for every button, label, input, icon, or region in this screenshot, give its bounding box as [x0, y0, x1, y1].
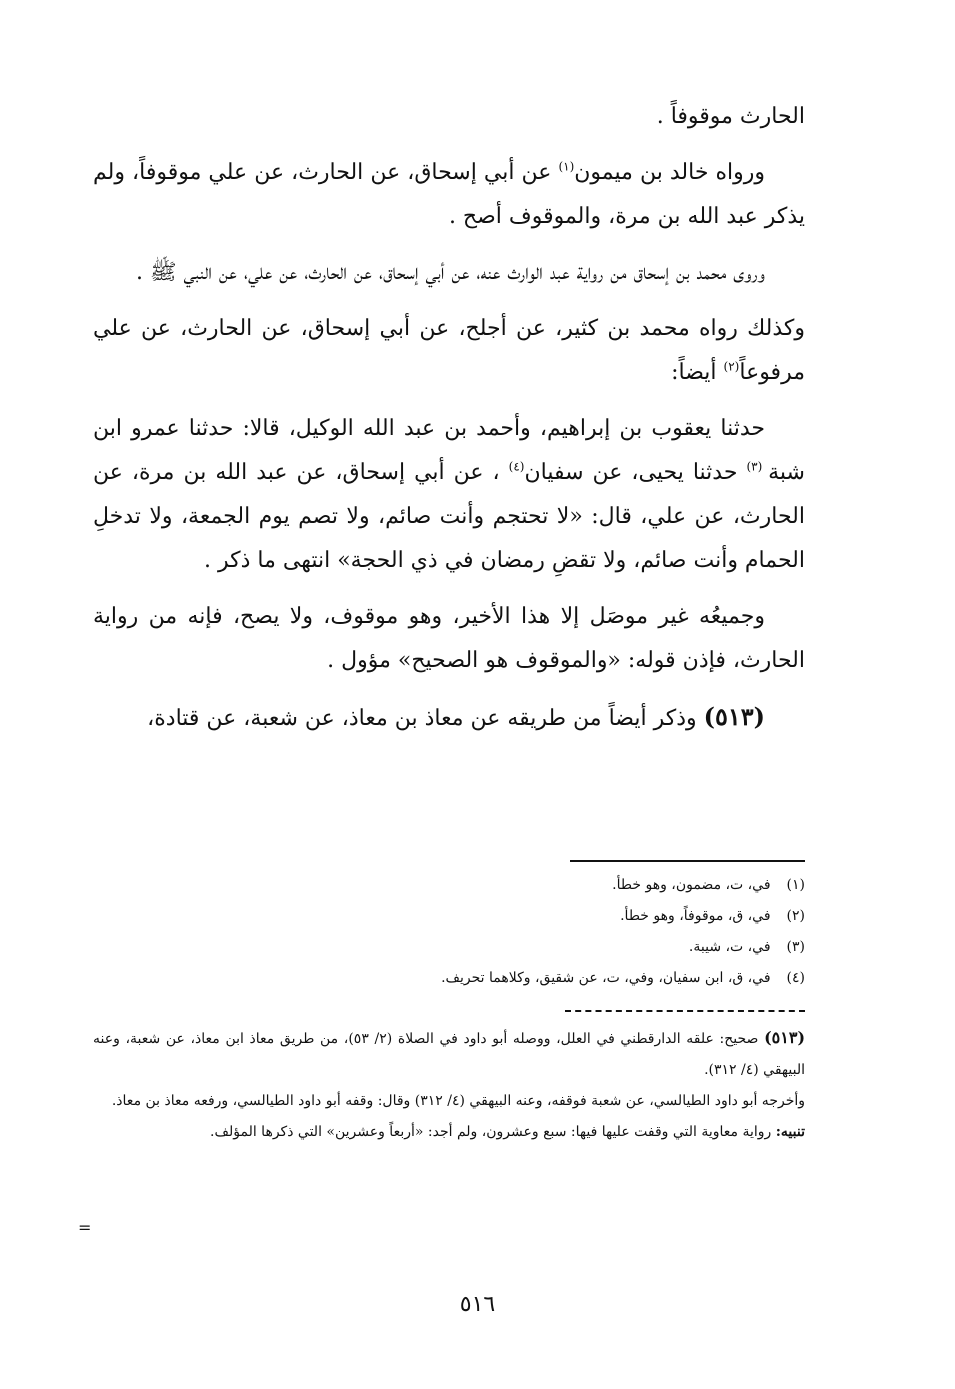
footnote-ref-4: (٤)	[508, 459, 525, 474]
takhrij-separator	[565, 1010, 805, 1012]
paragraph-5: حدثنا يعقوب بن إبراهيم، وأحمد بن عبد الله الوكيل، قالا: حدثنا عمرو ابن شبة $^{(٣)}$ حدثنا يحيى، عن سفيان$^{(٤)}$ ، عن أبي إسحاق، عن عبد الله بن مرة، عن الحارث، عن علي، قال: «لا تحتجم وأنت صائم، ولا تصم يوم الجمعة، ولا تدخلِ الحمام وأنت صائم، ولا تقضِ رمضان في ذي الحجة» انتهى ما ذكر .	[93, 416, 805, 573]
footnotes	[93, 870, 805, 994]
footnote-ref-3: (٣)	[746, 459, 769, 474]
footnote-item: (٤) في، ق، ابن سفيان، وفي، ت، عن شقيق، وكلاهما تحريف.	[441, 970, 805, 986]
takhrij-line-1: (٥١٣) صحيح: علقه الدارقطني في العلل، ووصله أبو داود في الصلاة (٢/ ٥٣)، من طريق معاذ ابن معاذ، عن شعبة، وعنه البيهقي (٤/ ٣١٢).	[93, 1028, 806, 1078]
takhrij-number: (٥١٣)	[764, 1028, 806, 1047]
footnote-item: (١) في، ت، مضمون، وهو خطأ.	[612, 877, 805, 893]
paragraph-2: ورواه خالد بن ميمون$^{(١)}$ عن أبي إسحاق، عن الحارث، عن علي موقوفاً، ولم يذكر عبد الله بن مرة، والموقوف أصح .	[93, 159, 805, 229]
paragraph-6: وجميعُه غير موصَل إلا هذا الأخير، وهو موقوف، ولا يصح، فإنه من رواية الحارث، فإذن قوله: «والموقوف هو الصحيح» مؤول .	[93, 604, 805, 673]
footnote-ref-1: (١)	[558, 159, 575, 174]
takhrij-notes	[93, 1022, 805, 1148]
main-text	[93, 95, 805, 753]
continuation-mark: =	[78, 1218, 92, 1237]
footnote-separator	[570, 860, 805, 862]
paragraph-7: (٥١٣) وذكر أيضاً من طريقه عن معاذ بن معاذ، عن شعبة، عن قتادة،	[147, 702, 765, 731]
tanbih-note: تنبيه: رواية معاوية التي وقفت عليها فيها: سبع وعشرون، ولم أجد: «أربعاً وعشرين» التي ذكرها المؤلف.	[210, 1124, 805, 1140]
paragraph-1: الحارث موقوفاً .	[656, 104, 805, 129]
hadith-number: (٥١٣)	[703, 702, 765, 731]
paragraph-3: وروى محمد بن إسحاق من رواية عبد الوارث عنه، عن أبي إسحاق، عن الحارث، عن علي، عن النبي ﷺ .	[136, 260, 765, 285]
takhrij-line-2: وأخرجه أبو داود الطيالسي، عن شعبة فوقفه، وعنه البيهقي (٤/ ٣١٢) وقال: وقفه أبو داود الطيالسي، ورفعه معاذ بن معاذ.	[111, 1093, 805, 1109]
paragraph-4: وكذلك رواه محمد بن كثير، عن أجلح، عن أبي إسحاق، عن الحارث، عن علي مرفوعاً$^{(٢)}$ أيضاً:	[93, 316, 806, 385]
footnote-item: (٢) في، ق، موقوفاً، وهو خطأ.	[620, 908, 805, 924]
tanbih-label: تنبيه:	[775, 1124, 805, 1140]
page-number: ٥١٦	[459, 1292, 496, 1317]
footnote-ref-2: (٢)	[723, 359, 740, 374]
footnote-item: (٣) في، ت، شيبة.	[688, 939, 805, 955]
